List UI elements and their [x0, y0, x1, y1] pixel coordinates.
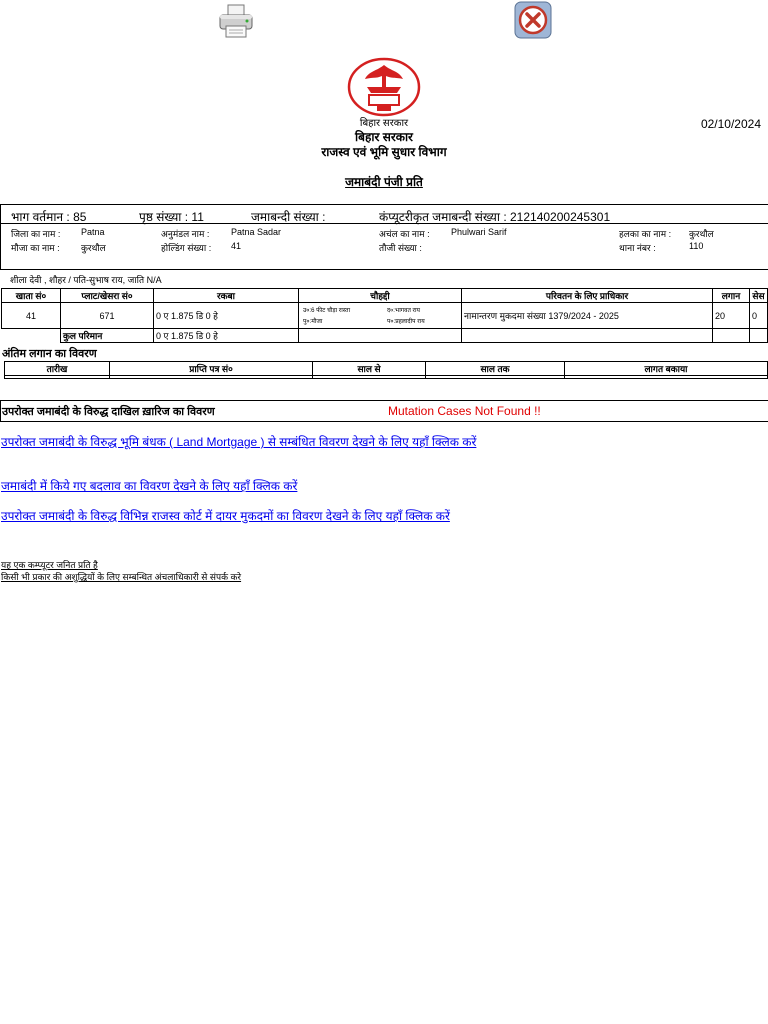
col-tarikh: तारीख [5, 362, 110, 376]
mutation-section [0, 400, 768, 422]
col-rakba: रकबा [154, 289, 299, 303]
south-boundary: द०:भागवत राय [387, 308, 421, 314]
lagan-section-title: अंतिम लगान का विवरण [2, 348, 97, 360]
bhag-vartaman: भाग वर्तमान : 85 [11, 210, 87, 224]
col-chauhaddi: चौहद्दी [299, 289, 462, 303]
holding-label: होल्डिंग संख्या : [161, 243, 212, 253]
owner-details: शीला देवी , शौहर / पति-सुभाष राय, जाति N/A [10, 275, 162, 285]
table-row [2, 303, 768, 329]
header-line1: बिहार सरकार [355, 130, 413, 144]
close-icon [514, 1, 552, 39]
east-boundary: पु०:मौजा [303, 319, 323, 325]
mauja-label: मौजा का नाम : [11, 243, 60, 253]
col-prapti: प्राप्ति पत्र सं० [110, 362, 313, 376]
total-rakba: 0 ए 1.875 डि 0 हे [154, 329, 299, 343]
thana-value: 110 [689, 241, 704, 251]
court-cases-link[interactable]: उपरोक्त जमाबंदी के विरुद्ध विभिन्न राजस्व कोर्ट में दायर मुकदमों का विवरण देखने के लिए यहाँ क्लिक करें [1, 509, 450, 523]
halka-label: हलका का नाम : [619, 229, 672, 239]
north-boundary: उ०:6 फीट चौड़ा रास्ता [303, 308, 351, 314]
col-khata: खाता सं० [2, 289, 61, 303]
col-saal-tak: साल तक [426, 362, 565, 376]
rakba-cell: 0 ए 1.875 डि 0 हे [154, 303, 299, 329]
changes-link[interactable]: जमाबंदी में किये गए बदलाव का विवरण देखने के लिए यहाँ क्लिक करें [1, 479, 298, 493]
footer-note-computer: यह एक कम्प्यूटर जनित प्रति है [1, 560, 98, 570]
mutation-title: उपरोक्त जमाबंदी के विरुद्ध दाखिल ख़ारिज का विवरण [2, 406, 215, 418]
mauja-value: कुरथौल [81, 243, 106, 253]
zila-value: Patna [81, 227, 105, 237]
jamabandi-sankhya: जमाबन्दी संख्या : [251, 210, 326, 224]
halka-value: कुरथौल [689, 229, 714, 239]
printer-icon [217, 2, 255, 40]
summary-bar [0, 204, 768, 224]
col-plot: प्लाट/खेसरा सं० [61, 289, 154, 303]
col-lagat-bakaya: लागत बकाया [565, 362, 768, 376]
plot-cell: 671 [61, 303, 154, 329]
lagan-cell: 20 [713, 303, 750, 329]
ses-cell: 0 [750, 303, 768, 329]
col-adhikar: परिवतन के लिए प्राधिकार [462, 289, 713, 303]
page-title: जमाबंदी पंजी प्रति [345, 175, 423, 189]
document-date: 02/10/2024 [700, 117, 761, 131]
total-label: कुल परिमान [61, 329, 154, 343]
thana-label: थाना नंबर : [619, 243, 656, 253]
anumandal-label: अनुमंडल नाम : [161, 229, 210, 239]
header-line2: राजस्व एवं भूमि सुधार विभाग [321, 145, 447, 159]
footer-note-contact: किसी भी प्रकार की अशुद्धियों के लिए सम्बन्धित अंचलाधिकारी से संपर्क करे [1, 572, 242, 582]
info-block [0, 224, 768, 270]
mutation-status: Mutation Cases Not Found !! [388, 404, 541, 418]
col-saal-se: साल से [313, 362, 426, 376]
anchal-label: अचंल का नाम : [379, 229, 430, 239]
land-mortgage-link[interactable]: उपरोक्त जमाबंदी के विरुद्ध भूमि बंधक ( Land Mortgage ) से सम्बंधित विवरण देखने के लिए यहाँ क्लिक करें [1, 435, 477, 449]
bihar-emblem-icon [347, 57, 421, 117]
khata-cell: 41 [2, 303, 61, 329]
land-table [1, 288, 768, 343]
print-button[interactable] [217, 2, 255, 40]
adhikar-cell: नामान्तरण मुकदमा संख्या 1379/2024 - 2025 [462, 303, 713, 329]
total-row [2, 329, 768, 343]
close-button[interactable] [514, 1, 552, 39]
west-boundary: प०:प्रहलादीप राय [387, 319, 425, 325]
chauhaddi-cell [299, 303, 462, 329]
holding-value: 41 [231, 241, 242, 251]
emblem-caption: बिहार सरकार [359, 118, 409, 129]
computer-jamabandi-sankhya: कंप्यूटरीकृत जमाबन्दी संख्या : 212140200245301 [379, 210, 611, 224]
col-ses: सेस [750, 289, 768, 303]
tauji-label: तौजी संख्या : [379, 243, 422, 253]
zila-label: जिला का नाम : [11, 229, 61, 239]
anchal-value: Phulwari Sarif [451, 227, 507, 237]
lagan-table [4, 361, 768, 379]
col-lagan: लगान [713, 289, 750, 303]
prishth-sankhya: पृष्ठ संख्या : 11 [139, 210, 204, 224]
anumandal-value: Patna Sadar [231, 227, 282, 237]
